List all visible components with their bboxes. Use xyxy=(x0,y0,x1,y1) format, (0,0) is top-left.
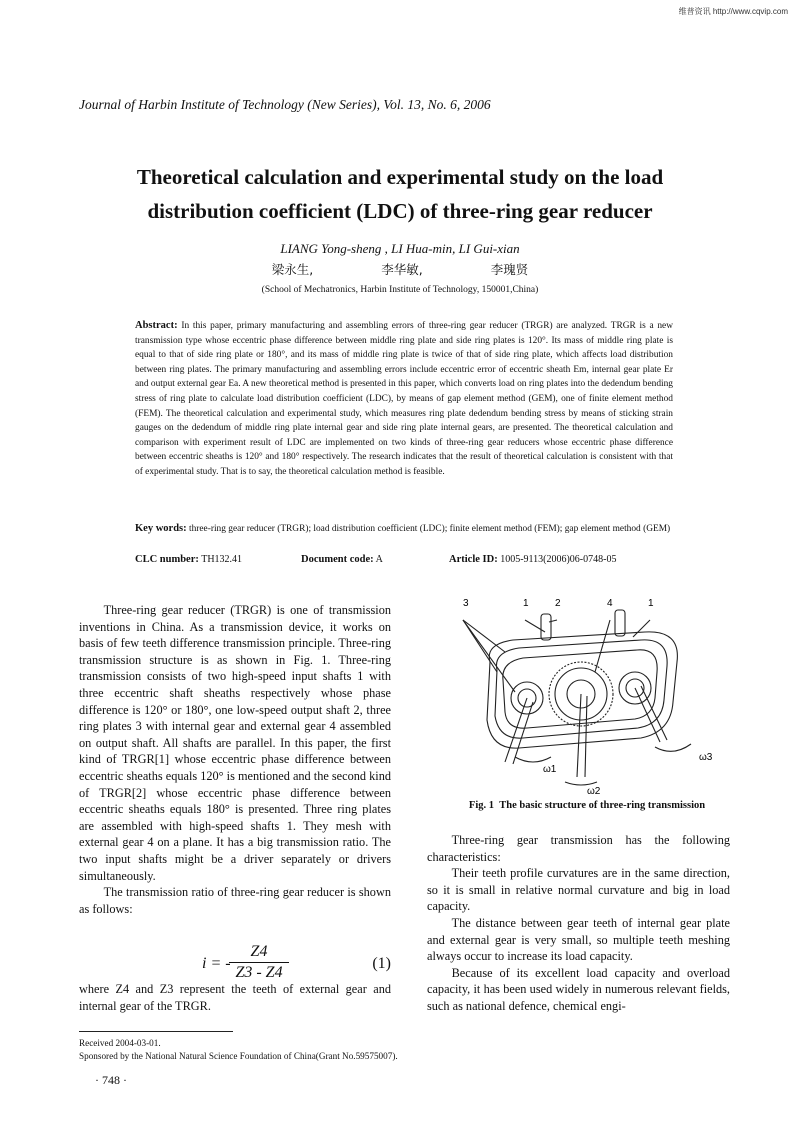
abstract-label: Abstract: xyxy=(135,320,178,331)
body-paragraph: The transmission ratio of three-ring gear reducer is shown as follows: xyxy=(79,885,391,916)
fraction-bar xyxy=(229,962,289,963)
equation-denominator: Z3 - Z4 xyxy=(235,964,283,981)
abstract xyxy=(135,319,673,480)
figure-three-ring-transmission xyxy=(445,592,730,797)
fig-label-1b: 1 xyxy=(648,598,654,609)
clc-number: CLC number: TH132.41 xyxy=(135,554,243,565)
keywords-label: Key words: xyxy=(135,523,187,534)
equation-explanation: where Z4 and Z3 represent the teeth of external gear and internal gear of the TRGR. xyxy=(79,982,391,1013)
authors: LIANG Yong-sheng , LI Hua-min, LI Gui-xian xyxy=(280,241,520,256)
footnote-rule xyxy=(79,1031,233,1032)
affiliation: (School of Mechatronics, Harbin Institute of Technology, 150001,China) xyxy=(261,285,539,295)
equation-lhs: i = - xyxy=(202,955,231,972)
title-line-2: distribution coefficient (LDC) of three-ring gear reducer xyxy=(147,199,653,223)
footnotes xyxy=(79,1037,499,1062)
fig-label-2: 2 xyxy=(555,598,561,609)
body-paragraph: The distance between gear teeth of internal gear plate and external gear is very small, so multiple teeth meshing always occur to increase its load capacity. xyxy=(427,915,730,964)
watermark: 维普资讯 http://www.cqvip.com xyxy=(678,7,788,16)
abstract-text: In this paper, primary manufacturing and assembling errors of three-ring gear reducer (TRGR) are analyzed. TRGR is a new transmission type whose eccentric phase difference between middle ring plate and side ring plates is 120°. Its mass of middle ring plate is equal to that of side ring plate or 180°, and its mass of middle ring plate is twice of that of side ring plate, which affects load distribution between ring plates. The primary manufacturing and assembling errors include eccentric error of eccentric sheath Em, internal gear plate Er and output external gear Ea. A new theoretical method is presented in this paper, which converts load on ring plates into the dedendum bending stress of ring plate to calculate load distribution coefficient (LDC), by means of gap element method (GEM), one of finite element method (FEM). The theoretical calculation and experimental study, which measures ring plate dedendum bending stress by means of sticking strain gauges on the dedendum of middle ring plate internal gear and side ring plate internal gears, are presented. The theoretical calculation and comparison with experiment result of LDC are implemented on two kinds of three-ring gear reducers whose eccentric phase difference between eccentric sheaths is 120° and 180° respectively. The research indicates that the result of theoretical calculation is consistent with that of experimental study. That is to say, the theoretical calculation method is feasible. xyxy=(135,321,673,477)
fig-omega-2: ω2 xyxy=(587,786,601,797)
figure-caption-label: Fig. 1 xyxy=(468,800,495,811)
keywords xyxy=(135,522,673,537)
column-left xyxy=(79,602,391,917)
document-code: Document code: A xyxy=(301,554,383,565)
fig-label-1: 1 xyxy=(523,598,529,609)
fig-label-3: 3 xyxy=(463,598,469,609)
paper-title xyxy=(60,160,740,228)
author-cn-1: 梁永生, xyxy=(271,262,314,277)
keywords-text: three-ring gear reducer (TRGR); load distribution coefficient (LDC); finite element method (FEM); gap element method (GEM) xyxy=(188,524,671,534)
footnote-sponsor: Sponsored by the National Natural Science Foundation of China(Grant No.59575007). xyxy=(79,1050,398,1061)
figure-caption xyxy=(427,800,747,811)
classification-line xyxy=(135,554,673,565)
body-paragraph: Three-ring gear reducer (TRGR) is one of transmission inventions in China. As a transmission device, it works on basis of few teeth difference transmission principle. Three-ring transmission structure is as shown in Fig. 1. Three-ring transmission consists of two high-speed input shafts 1 with three eccentric shaft sheaths respectively whose phase difference is 120° or 180°, one low-speed output shaft 2, three ring plates 3 with internal gear and external gear 4 assembled on output shaft. All shafts are parallel. In this paper, the first kind of TRGR[1] whose eccentric phase difference between eccentric sheaths equals 120° is mentioned and the second kind of TRGR[2] whose eccentric phase difference between eccentric sheaths equals 180° is presented. Three ring plates are assembled with high-speed shafts 1. They mesh with external gear 4 on a plane. It has a big transmission ratio. The two input shafts might be a driver separately or drivers simultaneously. xyxy=(79,603,391,883)
body-paragraph: Because of its excellent load capacity and overload capacity, it has been used widely in numerous relevant fields, such as national defence, chemical engi- xyxy=(427,965,730,1013)
equation-numerator: Z4 xyxy=(250,943,268,960)
body-paragraph: Three-ring gear transmission has the following characteristics: xyxy=(427,833,730,864)
fig-label-4: 4 xyxy=(607,598,613,609)
equation-number: (1) xyxy=(372,955,391,972)
author-cn-2: 李华敏, xyxy=(381,262,423,277)
fig-omega-3: ω3 xyxy=(699,752,713,763)
title-line-1: Theoretical calculation and experimental study on the load xyxy=(136,165,664,189)
fig-omega-1: ω1 xyxy=(543,764,557,775)
footnote-received: Received 2004-03-01. xyxy=(79,1038,161,1048)
article-id: Article ID: 1005-9113(2006)06-0748-05 xyxy=(449,554,617,565)
figure-caption-text: The basic structure of three-ring transmission xyxy=(499,800,706,811)
author-cn-3: 李瑰贤 xyxy=(490,262,529,277)
journal-header: Journal of Harbin Institute of Technology (New Series), Vol. 13, No. 6, 2006 xyxy=(79,97,491,112)
column-right xyxy=(427,832,730,1015)
equation-fraction xyxy=(229,943,289,982)
authors-chinese xyxy=(60,260,740,278)
body-paragraph: Their teeth profile curvatures are in the same direction, so it is small in relative normal curvature and big in load capacity. xyxy=(427,866,730,914)
page-number: · 748 · xyxy=(95,1073,127,1087)
equation-1 xyxy=(79,943,391,985)
